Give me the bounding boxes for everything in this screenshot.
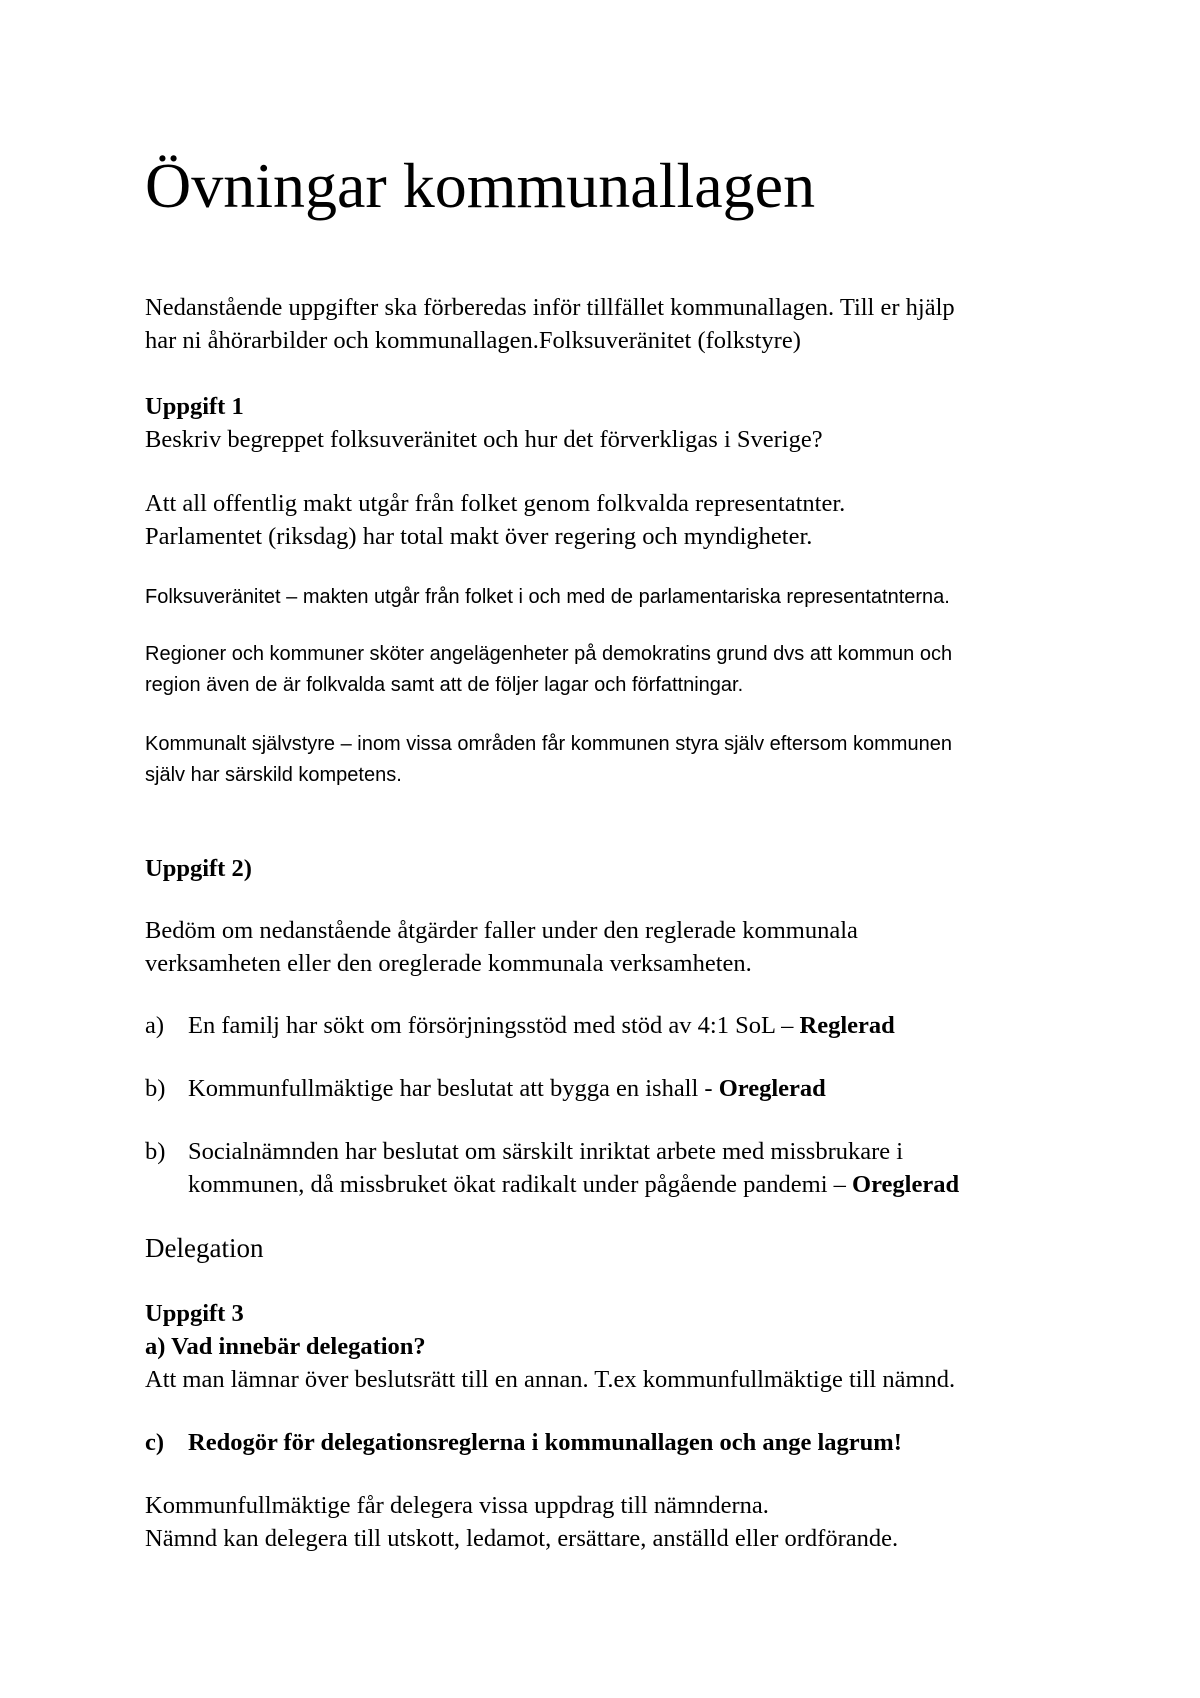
task1-note-2-line-2: region även de är folkvalda samt att de följer lagar och författningar. xyxy=(145,674,744,696)
list-marker-b2: b) xyxy=(145,1138,166,1165)
list-marker-a: a) xyxy=(145,1012,165,1039)
list-item-b2-answer: Oreglerad xyxy=(852,1171,960,1198)
page-title: Övningar kommunallagen xyxy=(145,150,816,221)
task1-heading: Uppgift 1 xyxy=(145,393,244,420)
task3-answer-c-line-1: Kommunfullmäktige får delegera vissa uppdrag till nämnderna. xyxy=(145,1492,769,1519)
list-marker-b1: b) xyxy=(145,1075,166,1102)
intro-line-2: har ni åhörarbilder och kommunallagen.Folksuveränitet (folkstyre) xyxy=(145,327,801,354)
task1-note-3-line-2: själv har särskild kompetens. xyxy=(145,764,402,786)
task3-answer-a: Att man lämnar över beslutsrätt till en annan. T.ex kommunfullmäktige till nämnd. xyxy=(145,1366,956,1393)
task1-note-1: Folksuveränitet – makten utgår från folket i och med de parlamentariska representatnterna. xyxy=(145,586,950,608)
list-item-b2-text: kommunen, då missbruket ökat radikalt under pågående pandemi – xyxy=(188,1171,853,1198)
list-item-a-answer: Reglerad xyxy=(799,1012,895,1039)
task3-sub-a: a) Vad innebär delegation? xyxy=(145,1333,426,1360)
task1-answer-line-1: Att all offentlig makt utgår från folket genom folkvalda representatnter. xyxy=(145,490,846,517)
section-heading-delegation: Delegation xyxy=(145,1233,264,1263)
list-item-b2-line-1: Socialnämnden har beslutat om särskilt inriktat arbete med missbrukare i xyxy=(188,1138,904,1165)
list-item-b1-answer: Oreglerad xyxy=(718,1075,826,1102)
task3-marker-c: c) xyxy=(145,1429,165,1456)
list-item-b2-line-2 xyxy=(188,1168,959,1201)
task1-note-3-line-1: Kommunalt självstyre – inom vissa områden får kommunen styra själv eftersom kommunen xyxy=(145,733,952,755)
task3-heading: Uppgift 3 xyxy=(145,1300,244,1327)
task2-question-line-2: verksamheten eller den oreglerade kommunala verksamheten. xyxy=(145,950,752,977)
list-item-b1-text: Kommunfullmäktige har beslutat att bygga en ishall - xyxy=(188,1075,719,1102)
task1-note-2-line-1: Regioner och kommuner sköter angelägenheter på demokratins grund dvs att kommun och xyxy=(145,643,953,665)
list-item-a-text: En familj har sökt om försörjningsstöd med stöd av 4:1 SoL – xyxy=(188,1012,800,1039)
task3-sub-c: Redogör för delegationsreglerna i kommunallagen och ange lagrum! xyxy=(188,1429,902,1456)
list-item-b1 xyxy=(188,1072,826,1105)
task1-answer-line-2: Parlamentet (riksdag) har total makt över regering och myndigheter. xyxy=(145,523,813,550)
task3-answer-c-line-2: Nämnd kan delegera till utskott, ledamot, ersättare, anställd eller ordförande. xyxy=(145,1525,899,1552)
task2-heading: Uppgift 2) xyxy=(145,855,252,882)
task1-question: Beskriv begreppet folksuveränitet och hur det förverkligas i Sverige? xyxy=(145,426,823,453)
task2-question-line-1: Bedöm om nedanstående åtgärder faller under den reglerade kommunala xyxy=(145,917,858,944)
intro-line-1: Nedanstående uppgifter ska förberedas inför tillfället kommunallagen. Till er hjälp xyxy=(145,294,955,321)
list-item-a xyxy=(188,1009,895,1042)
